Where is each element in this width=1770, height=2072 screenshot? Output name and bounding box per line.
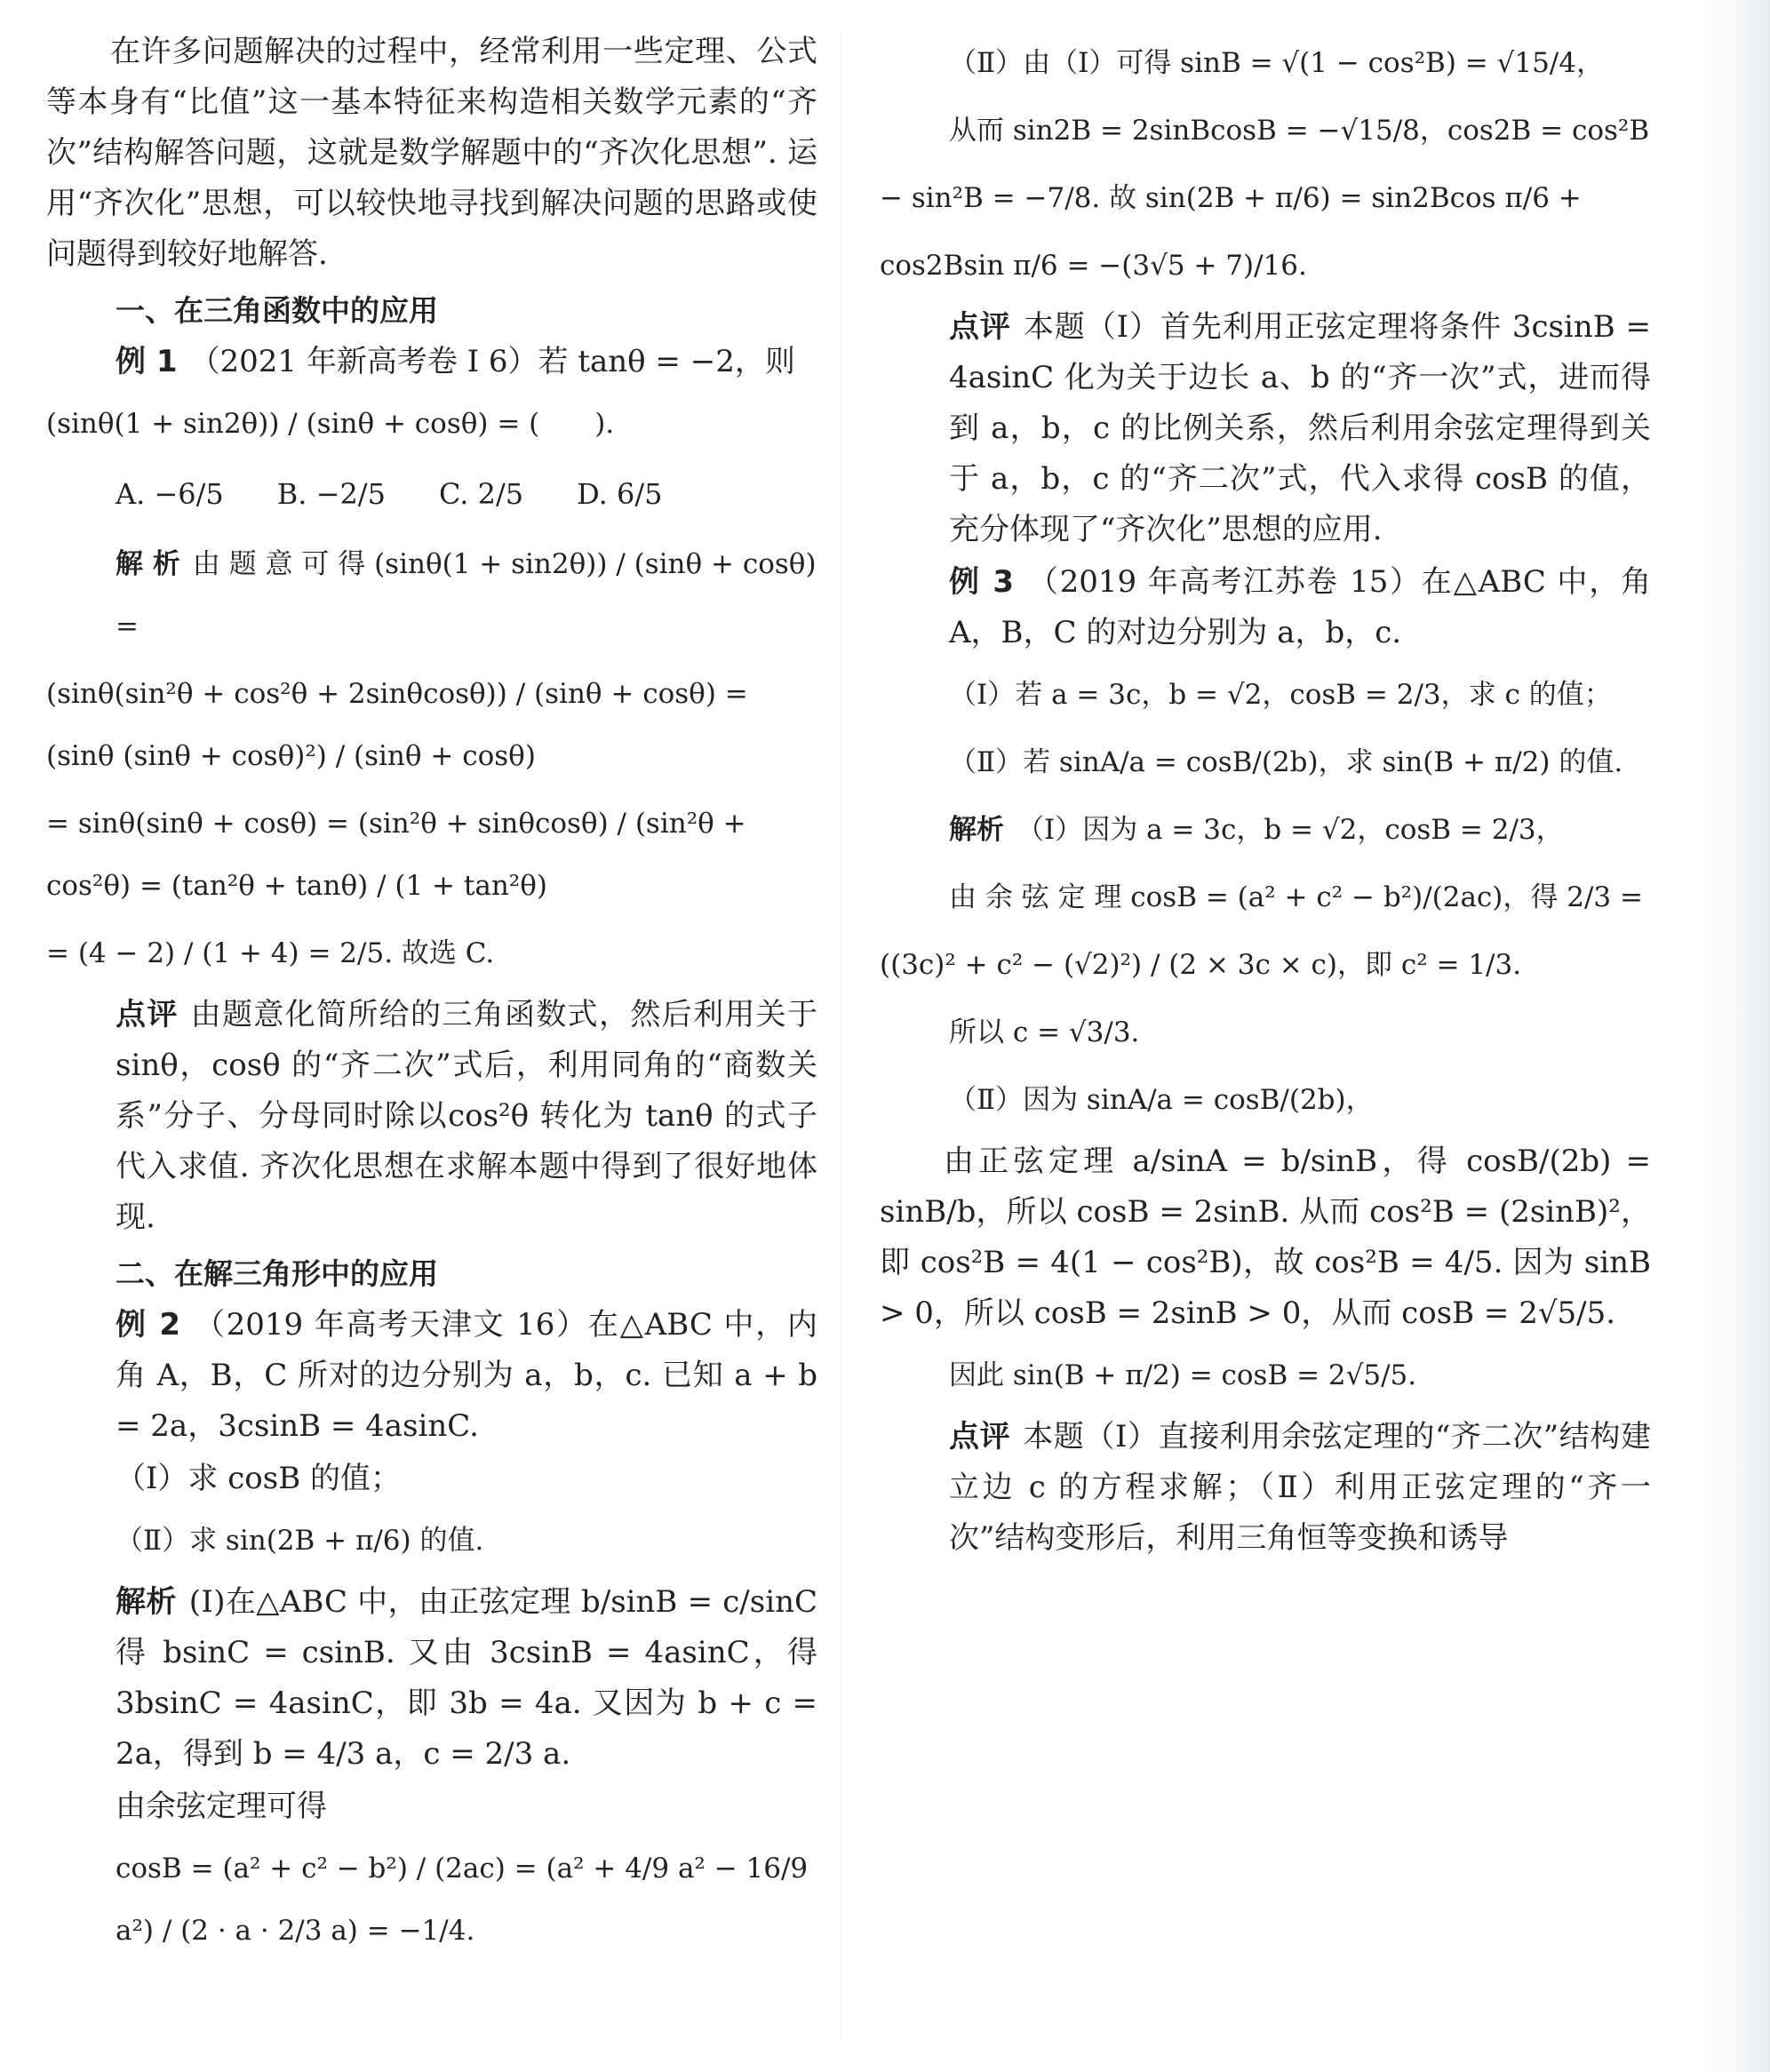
example-1-comment-text: 由题意化简所给的三角函数式，然后利用关于 sinθ，cosθ 的“齐二次”式后，利用同角的“商数关系”分子、分母同时除以cos²θ 转化为 tanθ 的式子代入求值. 齐次化思想在求解本题中得到了很好地体现. [116,997,818,1235]
example-2-statement [46,1300,817,1452]
example-2-comment-text: 本题（Ⅰ）首先利用正弦定理将条件 3csinB = 4asinC 化为关于边长 a、b 的“齐一次”式，进而得到 a，b，c 的比例关系，然后利用余弦定理得到关于 a，b，c 的“齐二次”式，代入求得 cosB 的值，充分体现了“齐次化”思想的应用. [949,309,1651,547]
example-1-options [46,460,817,528]
option-c: C. 2/5 [438,477,524,511]
example-3-solution-label: 解析 [949,814,1004,846]
example-1-label: 例 1 [116,344,178,379]
section-heading-trig: 一、在三角函数中的应用 [116,293,438,328]
section-heading-triangle: 二、在解三角形中的应用 [116,1256,438,1291]
example-3-statement [880,557,1651,658]
example-2-solution-label: 解析 [116,1584,177,1620]
example-3-solution-line-4: 所以 c = √3/3. [949,1016,1140,1048]
example-1-solution-line-2: (sinθ(sin²θ + cos²θ + 2sinθcosθ)) / (sinθ + cosθ) = (sinθ (sinθ + cosθ)²) / (sinθ + cosθ) [46,678,748,772]
example-2-part-2-line-3: − sin²B = −7/8. 故 sin(2B + π/6) = sin2Bcos π/6 + [880,182,1582,214]
example-2-text: （2019 年高考天津文 16）在△ABC 中，内角 A，B，C 所对的边分别为 a，b，c. 已知 a + b = 2a，3csinB = 4asinC. [116,1307,818,1444]
example-3-question-2: （Ⅱ）若 sinA/a = cosB/(2b)，求 sin(B + π/2) 的值. [949,746,1623,778]
option-b: B. −2/5 [276,477,386,511]
example-1-solution-label: 解 析 [116,548,180,580]
intro-paragraph: 在许多问题解决的过程中，经常利用一些定理、公式等本身有“比值”这一基本特征来构造相关数学元素的“齐次”结构解答问题，这就是数学解题中的“齐次化思想”. 运用“齐次化”思想，可以较快地寻找到解决问题的思路或使问题得到较好地解答. [46,34,817,272]
example-1-comment-label: 点评 [116,997,179,1032]
left-column [46,27,817,1967]
example-1-solution-line-1 [46,533,817,657]
example-2-part-2-line-4: cos2Bsin π/6 = −(3√5 + 7)/16. [880,250,1307,282]
example-3-solution-line-2: 由 余 弦 定 理 cosB = (a² + c² − b²)/(2ac)，得 2/3 = [949,881,1643,913]
example-3-comment-text: 本题（Ⅰ）直接利用余弦定理的“齐二次”结构建立边 c 的方程求解；（Ⅱ）利用正弦定理的“齐一次”结构变形后，利用三角恒等变换和诱导 [949,1419,1651,1556]
cosine-law-intro: 由余弦定理可得 [116,1789,327,1824]
example-2-label: 例 2 [116,1307,181,1343]
example-2-question-1: （Ⅰ）求 cosB 的值； [116,1461,401,1496]
example-2-question-2: （Ⅱ）求 sin(2B + π/6) 的值. [116,1525,484,1557]
example-3-question-1: （Ⅰ）若 a = 3c，b = √2，cosB = 2/3，求 c 的值； [949,679,1612,711]
example-3-solution-line-6: 由正弦定理 a/sinA = b/sinB，得 cosB/(2b) = sinB/b，所以 cosB = 2sinB. 从而 cos²B = (2sinB)²，即 cos²B = 4(1 − cos²B)，故 cos²B = 4/5. 因为 sinB > 0，所以 cosB = 2sinB > 0，从而 cosB = 2√5/5. [880,1144,1651,1331]
example-1-statement [46,337,817,387]
option-a: A. −6/5 [116,477,224,511]
option-d: D. 6/5 [577,477,663,511]
example-2-comment [880,302,1651,555]
example-1-solution-line-4: = (4 − 2) / (1 + 4) = 2/5. 故选 C. [46,937,495,969]
example-2-comment-label: 点评 [949,309,1011,345]
example-3-solution-line-1 [880,799,1651,861]
solution-step-1: 由 题 意 可 得 (sinθ(1 + sin2θ)) / (sinθ + cosθ) = [116,548,817,642]
example-1-text: （2021 年新高考卷 Ⅰ 6）若 tanθ = −2，则 [189,344,795,379]
example-2-solution [46,1577,817,1780]
page-edge-shadow [1704,0,1770,2072]
example-2-part-2-line-2: 从而 sin2B = 2sinBcosB = −√15/8，cos2B = cos²B [949,115,1650,147]
example-3-solution-line-7: 因此 sin(B + π/2) = cosB = 2√5/5. [949,1359,1417,1391]
example-3-solution-line-5: （Ⅱ）因为 sinA/a = cosB/(2b)， [949,1084,1374,1116]
example-3-text: （2019 年高考江苏卷 15）在△ABC 中，角 A，B，C 的对边分别为 a，b，c. [949,564,1652,650]
example-1-expression: (sinθ(1 + sin2θ)) / (sinθ + cosθ) = ( ). [46,408,615,440]
example-3-comment [880,1412,1651,1564]
cosine-law-expression: cosB = (a² + c² − b²) / (2ac) = (a² + 4/9 a² − 16/9 a²) / (2 · a · 2/3 a) = −1/4. [116,1853,809,1947]
example-3-solution-step-1: （Ⅰ）因为 a = 3c，b = √2，cosB = 2/3， [1017,814,1564,846]
example-2-solution-text: (Ⅰ)在△ABC 中，由正弦定理 b/sinB = c/sinC 得 bsinC = csinB. 又由 3csinB = 4asinC，得 3bsinC = 4asinC，即 3b = 4a. 又因为 b + c = 2a，得到 b = 4/3 a，c = 2/3 a. [116,1584,818,1772]
example-3-comment-label: 点评 [949,1419,1011,1454]
right-column [880,27,1651,1566]
example-1-solution-line-3: = sinθ(sinθ + cosθ) = (sin²θ + sinθcosθ) / (sin²θ + cos²θ) = (tan²θ + tanθ) / (1 + tan²θ) [46,808,746,902]
example-2-part-2-line-1: （Ⅱ）由（Ⅰ）可得 sinB = √(1 − cos²B) = √15/4， [949,47,1604,79]
example-3-solution-line-3: ((3c)² + c² − (√2)²) / (2 × 3c × c)，即 c² = 1/3. [880,949,1522,981]
example-3-label: 例 3 [949,564,1015,600]
example-1-comment [46,990,817,1243]
